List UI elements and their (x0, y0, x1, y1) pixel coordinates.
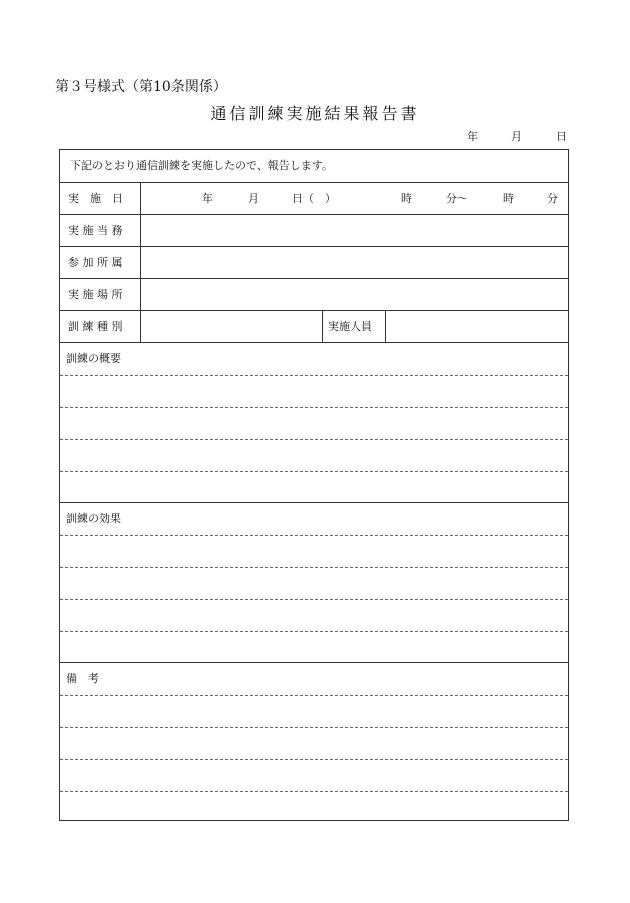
dashed-line (60, 567, 568, 568)
column-divider (140, 183, 141, 214)
personnel-label: 実施人員 (328, 320, 372, 333)
effect-label: 訓練の効果 (66, 512, 121, 525)
dashed-line (60, 599, 568, 600)
section-overview (60, 342, 568, 502)
date-day-label: 日（ ） (292, 192, 336, 205)
column-divider (140, 279, 141, 310)
start-minute-label: 分〜 (446, 192, 468, 205)
header-year-label: 年 (467, 130, 478, 143)
department-label: 参 加 所 属 (68, 256, 123, 269)
dashed-line (60, 439, 568, 440)
remarks-label: 備 考 (66, 672, 99, 685)
overview-label: 訓練の概要 (66, 352, 121, 365)
column-divider (140, 311, 141, 342)
implementation-date-label: 実 施 日 (68, 192, 123, 205)
dashed-line (60, 759, 568, 760)
start-hour-label: 時 (401, 192, 412, 205)
row-department (60, 246, 568, 278)
duty-label: 実 施 当 務 (68, 224, 123, 237)
dashed-line (60, 535, 568, 536)
dashed-line (60, 695, 568, 696)
dashed-line (60, 727, 568, 728)
row-training-type (60, 310, 568, 342)
form-number: 第３号様式（第10条関係） (55, 79, 227, 95)
dashed-line (60, 471, 568, 472)
date-year-label: 年 (202, 192, 213, 205)
column-divider (140, 247, 141, 278)
column-divider (140, 215, 141, 246)
row-implementation-date (60, 182, 568, 214)
dashed-line (60, 375, 568, 376)
dashed-line (60, 631, 568, 632)
column-divider (322, 311, 323, 342)
intro-text: 下記のとおり通信訓練を実施したので、報告します。 (70, 159, 333, 172)
column-divider (385, 311, 386, 342)
end-hour-label: 時 (503, 192, 514, 205)
header-month-label: 月 (511, 130, 522, 143)
place-label: 実 施 場 所 (68, 288, 123, 301)
training-type-label: 訓 練 種 別 (68, 320, 123, 333)
end-minute-label: 分 (547, 192, 558, 205)
report-form-table (59, 149, 569, 821)
date-month-label: 月 (248, 192, 259, 205)
dashed-line (60, 791, 568, 792)
header-day-label: 日 (556, 130, 567, 143)
dashed-line (60, 407, 568, 408)
section-remarks (60, 662, 568, 820)
section-effect (60, 502, 568, 662)
row-duty (60, 214, 568, 246)
document-title: 通信訓練実施結果報告書 (210, 104, 420, 123)
row-place (60, 278, 568, 310)
